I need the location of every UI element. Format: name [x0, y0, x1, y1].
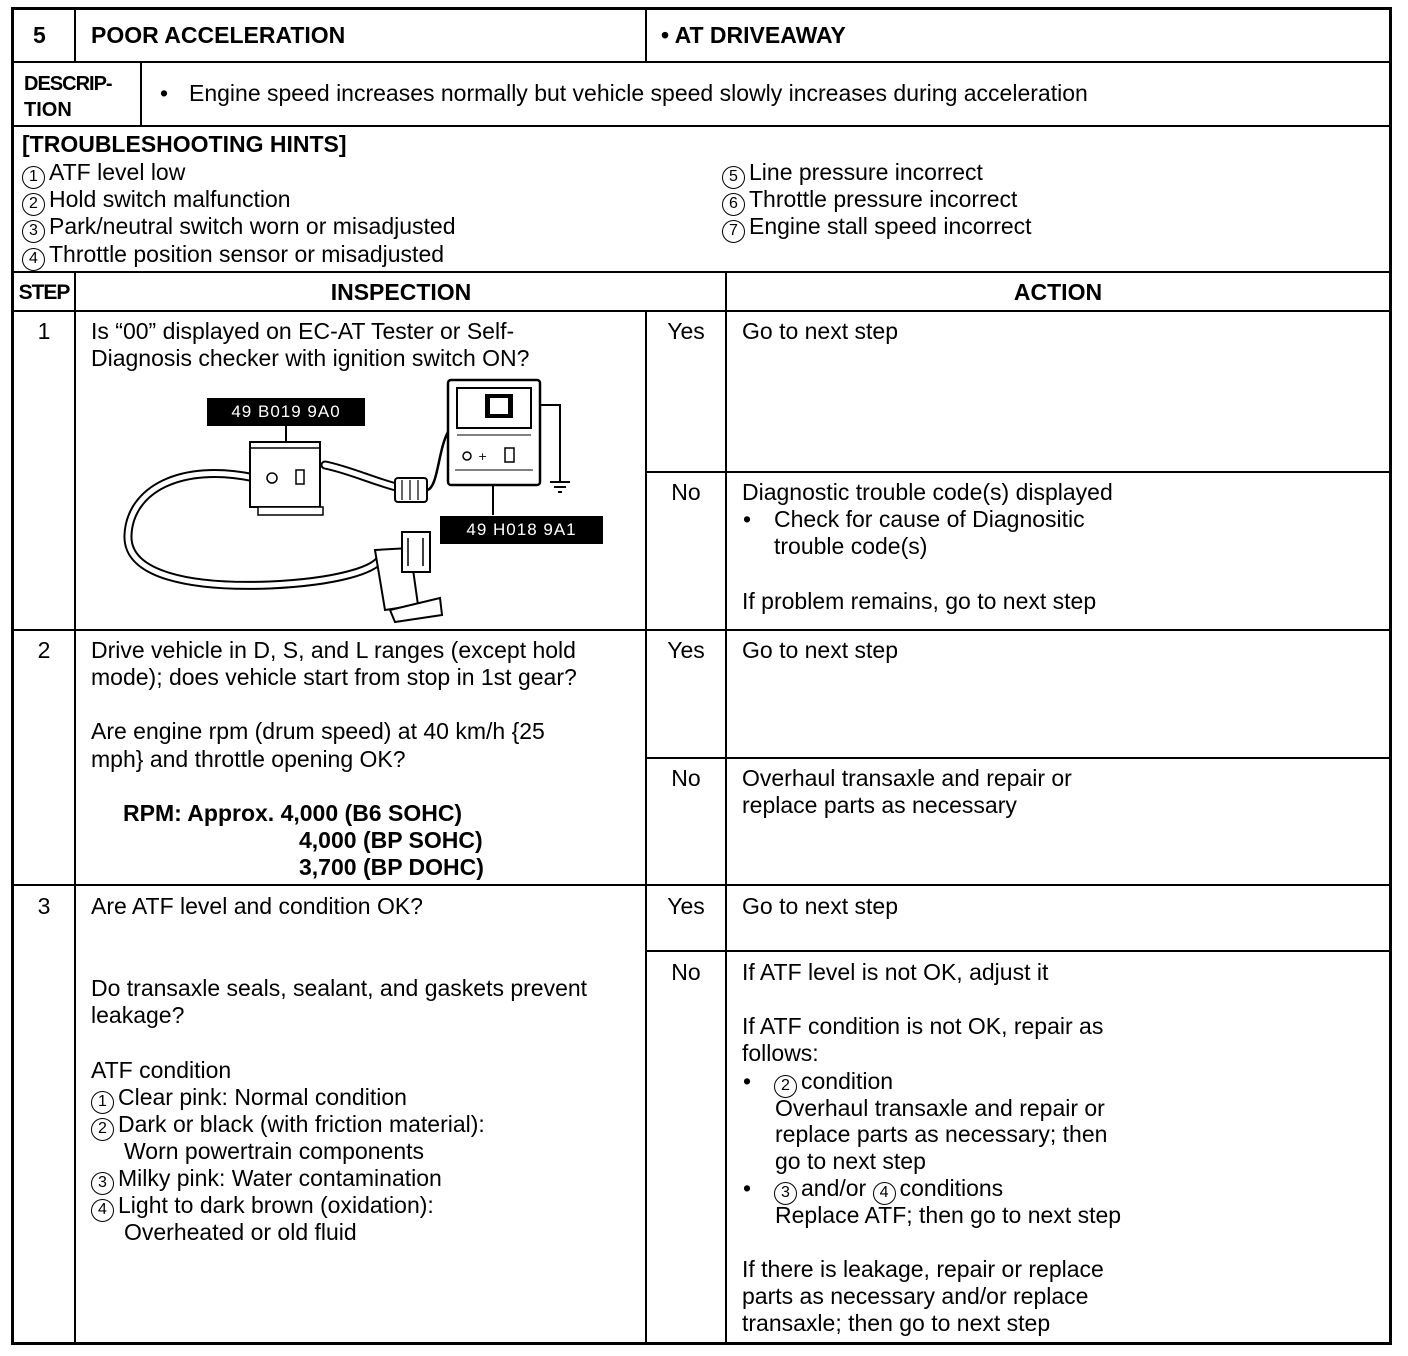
action-bullet: • [743, 506, 752, 532]
column-header-inspection: INSPECTION [330, 279, 472, 305]
step-number: 2 [37, 637, 51, 663]
description-label-line2: TION [24, 99, 72, 121]
rpm-spec: RPM: Approx. 4,000 (B6 SOHC) [123, 800, 463, 826]
action-text: Go to next step [742, 893, 898, 919]
tester-illustration [120, 370, 620, 625]
inspection-text: leakage? [91, 1002, 185, 1028]
step-number: 1 [37, 318, 51, 344]
atf-condition-item: 1 Clear pink: Normal condition [91, 1084, 407, 1114]
answer-no: No [671, 765, 701, 791]
svg-text:+: + [478, 450, 488, 463]
part-number-label: 49 B019 9A0 [207, 398, 365, 426]
issue-title: POOR ACCELERATION [91, 22, 346, 48]
answer-no: No [671, 959, 701, 985]
hint-item: 5 Line pressure incorrect [722, 159, 983, 189]
answer-yes: Yes [667, 637, 705, 663]
action-condition: 3 and/or 4 conditions [774, 1175, 1003, 1205]
inspection-text: Are ATF level and condition OK? [91, 893, 423, 919]
action-text: replace parts as necessary; then [775, 1121, 1108, 1147]
inspection-text: Do transaxle seals, sealant, and gaskets prevent [91, 975, 588, 1001]
hint-item: 7 Engine stall speed incorrect [722, 213, 1032, 243]
action-text: If ATF condition is not OK, repair as [742, 1013, 1104, 1039]
action-text: Check for cause of Diagnositic [774, 506, 1085, 532]
action-text: Overhaul transaxle and repair or [775, 1095, 1105, 1121]
hint-item: 2 Hold switch malfunction [22, 186, 291, 216]
action-text: parts as necessary and/or replace [742, 1283, 1089, 1309]
action-text: Overhaul transaxle and repair or [742, 765, 1072, 791]
answer-no: No [671, 479, 701, 505]
description-text: Engine speed increases normally but vehicle speed slowly increases during acceleration [189, 80, 1088, 106]
issue-number: 5 [33, 22, 46, 48]
description-bullet: • [160, 80, 169, 106]
action-text: If problem remains, go to next step [742, 588, 1097, 614]
diagnostic-connector-icon [375, 532, 442, 622]
action-text: go to next step [775, 1148, 926, 1174]
ec-at-tester-icon [448, 380, 540, 485]
issue-condition: • AT DRIVEAWAY [661, 22, 846, 48]
inspection-text: Are engine rpm (drum speed) at 40 km/h {25 [91, 718, 545, 744]
hint-item: 3 Park/neutral switch worn or misadjusted [22, 213, 456, 243]
atf-condition-item: 4 Light to dark brown (oxidation): [91, 1192, 434, 1222]
self-diagnosis-checker-icon [250, 442, 323, 515]
inspection-text: mode); does vehicle start from stop in 1st gear? [91, 664, 577, 690]
answer-yes: Yes [667, 893, 705, 919]
atf-condition-item: 2 Dark or black (with friction material): [91, 1111, 485, 1141]
action-bullet: • [743, 1175, 752, 1201]
inspection-text: mph} and throttle opening OK? [91, 746, 406, 772]
column-header-action: ACTION [1013, 279, 1103, 305]
hint-item: 4 Throttle position sensor or misadjusted [22, 241, 444, 271]
atf-condition-item: 3 Milky pink: Water contamination [91, 1165, 442, 1195]
inspection-text: Is “00” displayed on EC-AT Tester or Self- [91, 318, 515, 344]
answer-yes: Yes [667, 318, 705, 344]
action-text: If ATF level is not OK, adjust it [742, 959, 1049, 985]
action-text: Diagnostic trouble code(s) displayed [742, 479, 1113, 505]
connector-icon [395, 478, 427, 502]
action-text: replace parts as necessary [742, 792, 1017, 818]
rpm-spec: 4,000 (BP SOHC) [299, 827, 483, 853]
inspection-text: Diagnosis checker with ignition switch ON? [91, 345, 530, 371]
hint-item: 6 Throttle pressure incorrect [722, 186, 1017, 216]
action-text: follows: [742, 1040, 819, 1066]
action-condition: 2 condition [774, 1068, 893, 1098]
step-number: 3 [37, 893, 51, 919]
action-text: trouble code(s) [774, 533, 928, 559]
action-text: Go to next step [742, 318, 898, 344]
description-label-line1: DESCRIP- [24, 73, 112, 95]
hint-item: 1 ATF level low [22, 159, 185, 189]
action-text: If there is leakage, repair or replace [742, 1256, 1104, 1282]
atf-condition-item-cont: Overheated or old fluid [124, 1219, 357, 1245]
atf-condition-item-cont: Worn powertrain components [124, 1138, 424, 1164]
action-text: Replace ATF; then go to next step [775, 1202, 1122, 1228]
part-number-label: 49 H018 9A1 [440, 516, 603, 544]
rpm-spec: 3,700 (BP DOHC) [299, 854, 484, 880]
atf-condition-title: ATF condition [91, 1057, 232, 1083]
inspection-text: Drive vehicle in D, S, and L ranges (except hold [91, 637, 576, 663]
action-text: transaxle; then go to next step [742, 1310, 1051, 1336]
column-header-step: STEP [18, 281, 70, 304]
action-text: Go to next step [742, 637, 898, 663]
hints-title: [TROUBLESHOOTING HINTS] [22, 131, 347, 157]
action-bullet: • [743, 1068, 752, 1094]
